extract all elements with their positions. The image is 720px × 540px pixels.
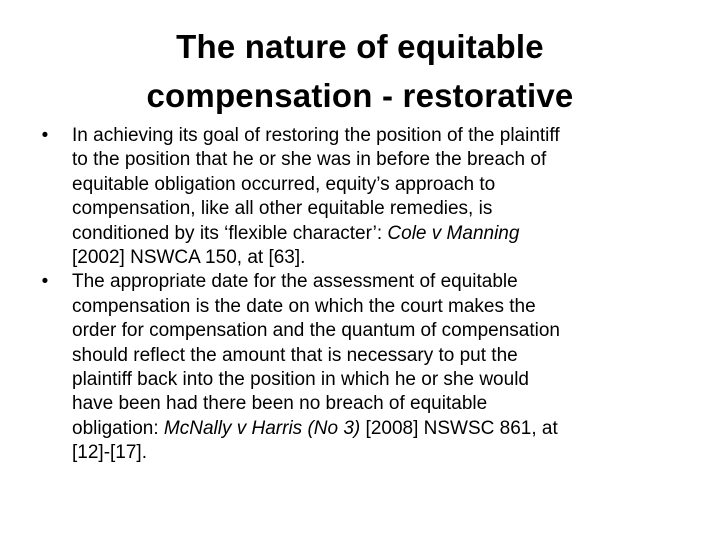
bullet-item (36, 270, 688, 465)
case-citation: Cole v Manning (387, 222, 520, 244)
bullet-text-line: The appropriate date for the assessment of equitable (72, 271, 518, 293)
bullet-item (36, 124, 688, 270)
bullet-marker: • (41, 271, 49, 293)
bullet-text-line: obligation: McNally v Harris (No 3) [2008] NSWSC 861, at (72, 417, 558, 439)
bullet-marker: • (41, 125, 49, 146)
bullet-text-line: In achieving its goal of restoring the position of the plaintiff (72, 125, 560, 146)
bullet-text-line: conditioned by its ‘flexible character’: Cole v Manning (72, 222, 520, 244)
case-citation: McNally v Harris (No 3) (163, 417, 361, 439)
bullet-text-line: [12]-[17]. (72, 442, 147, 464)
bullet-text-line: compensation, like all other equitable remedies, is (72, 198, 493, 220)
bullet-text-line: to the position that he or she was in before the breach of (72, 149, 547, 171)
slide-title-line-2: compensation - restorative (146, 77, 574, 114)
bullet-text-line: [2002] NSWCA 150, at [63]. (72, 247, 306, 269)
bullet-list (36, 124, 688, 466)
bullet-text-line: equitable obligation occurred, equity’s approach to (72, 173, 496, 195)
bullet-text-line: order for compensation and the quantum of compensation (72, 320, 560, 342)
bullet-text-line: plaintiff back into the position in which he or she would (72, 369, 529, 391)
slide-title-line-1: The nature of equitable (176, 28, 544, 65)
bullet-text-line: compensation is the date on which the court makes the (72, 295, 536, 317)
bullet-text-line: have been had there been no breach of equitable (72, 393, 488, 415)
slide-title (60, 22, 660, 120)
bullet-text-line: should reflect the amount that is necessary to put the (72, 344, 518, 366)
